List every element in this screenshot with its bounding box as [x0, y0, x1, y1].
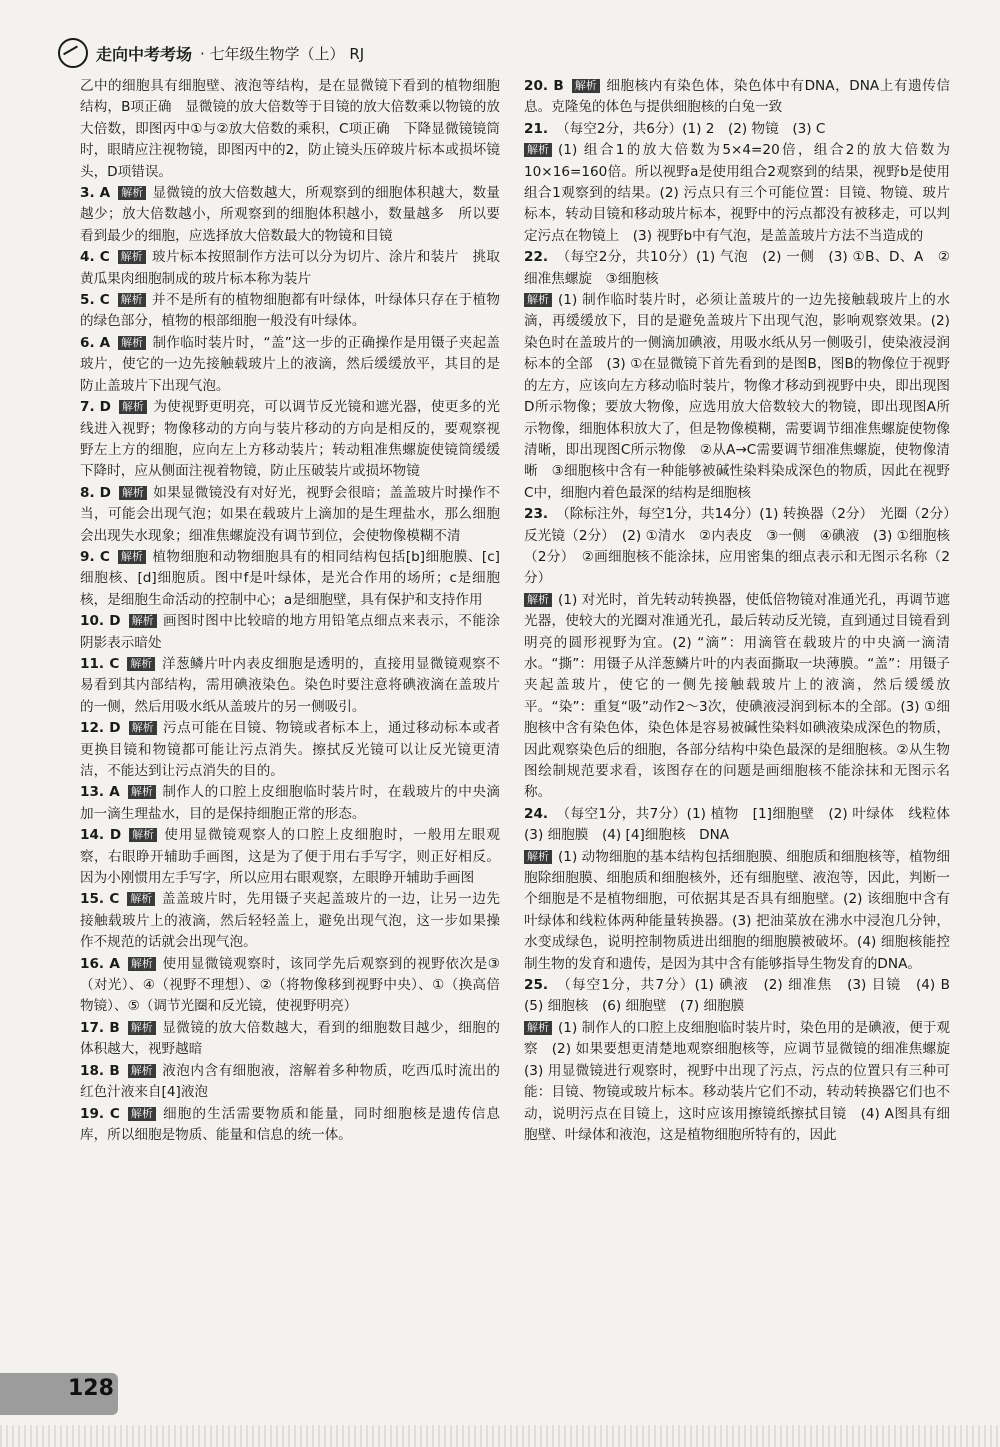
answer-entry — [80, 889, 500, 953]
analysis-tag: 解析 — [128, 1021, 156, 1035]
brand-title: 走向中考考场 — [96, 44, 193, 64]
explanation-text: (1) 制作人的口腔上皮细胞临时装片时，染色用的是碘液，便于观察 (2) 如果要想更清楚地观察细胞核等，应调节显微镜的细准焦螺旋 (3) 用显微镜进行观察时，视野中出现了污点，污点的位置只有三种可能：目镜、物镜或玻片标本。移动装片它们不动，转动转换器它们也不动，说明污点在目镜上，这时应该用擦镜纸擦拭目镜 (4) A图具有细胞壁、叶绿体和液泡，这是植物细胞所特有的，因此 — [524, 1019, 964, 1143]
answer-entry — [524, 76, 950, 119]
explanation-text: 如果显微镜没有对好光，视野会很暗；盖盖玻片时操作不当，可能会出现气泡；如果在载玻片上滴加的是生理盐水，那么细胞会出现失水现象；细准焦螺旋没有调节到位，会使物像模糊不清 — [80, 484, 501, 544]
answer-entry — [524, 247, 950, 290]
question-number: 10. D — [80, 613, 121, 630]
analysis-tag: 解析 — [524, 293, 552, 307]
question-number: 9. C — [80, 548, 110, 565]
answer-entry — [80, 183, 500, 247]
question-number: 8. D — [80, 484, 111, 501]
answer-entry — [80, 483, 500, 547]
analysis-tag: 解析 — [524, 143, 552, 157]
explanation-text: 植物细胞和动物细胞具有的相同结构包括[b]细胞膜、[c]细胞核、[d]细胞质。图中f是叶绿体，是光合作用的场所；c是细胞核，是细胞生命活动的控制中心；a是细胞壁，具有保护和支持作用 — [80, 548, 500, 608]
answer-key: （每空2分，共6分）(1) 2 (2) 物镜 (3) C — [556, 120, 826, 137]
explanation-text: (1) 对光时，首先转动转换器，使低倍物镜对准通光孔，再调节遮光器，使较大的光圈对准通光孔，最后转动反光镜，直到通过目镜看到明亮的圆形视野为宜。(2) “滴”：用滴管在载玻片的中央滴一滴清水。“撕”：用镊子从洋葱鳞片叶的内表面撕取一块薄膜。“盖”：用镊子夹起盖玻片，使它的一侧先接触载玻片上的液滴，然后缓缓放平。“染”：重复“吸”动作2～3次，使碘液浸润到标本的全部。(3) ①细胞核中含有染色体，染色体是容易被碱性染料如碘液染成深色的物质，因此观察染色后的细胞，各部分结构中染色最深的是细胞核。②从生物图绘制规范要求看，该图存在的问题是画细胞核不能涂抹和无图示名称。 — [524, 591, 950, 801]
analysis-tag: 解析 — [119, 400, 147, 414]
answer-key: （每空2分，共10分）(1) 气泡 (2) 一侧 (3) ①B、D、A ②细准焦螺旋 ③细胞核 — [524, 249, 950, 287]
explanation-text: 使用显微镜观察时，该同学先后观察到的视野依次是③（对光）、④（视野不理想）、②（将物像移到视野中央）、①（换高倍物镜）、⑤（调节光圈和反光镜，使视野明亮） — [80, 955, 500, 1015]
question-number: 4. C — [80, 249, 110, 266]
answer-entry — [524, 804, 964, 847]
question-number: 21. — [524, 120, 549, 137]
book-subtitle: · 七年级生物学（上） RJ — [200, 44, 365, 63]
question-number: 18. B — [80, 1062, 120, 1079]
question-number: 13. A — [80, 784, 120, 801]
answer-entry — [524, 119, 950, 140]
question-number: 24. — [524, 805, 549, 822]
answer-entry — [80, 782, 500, 825]
analysis-tag: 解析 — [127, 892, 155, 906]
explanation-text: 污点可能在目镜、物镜或者标本上，通过移动标本或者更换目镜和物镜都可能让污点消失。擦拭反光镜可以让反光镜更清洁，不能达到让污点消失的目的。 — [80, 720, 501, 779]
answer-entry — [80, 1018, 500, 1061]
answer-entry — [80, 247, 500, 290]
question-number: 22. — [524, 249, 549, 266]
explanation — [524, 290, 950, 504]
question-number: 12. D — [80, 720, 121, 737]
question-number: 7. D — [80, 399, 111, 416]
analysis-tag: 解析 — [524, 593, 552, 607]
analysis-tag: 解析 — [572, 79, 600, 93]
explanation-text: (1) 制作临时装片时，必须让盖玻片的一边先接触载玻片上的水滴，再缓缓放下，目的是避免盖玻片下出现气泡，影响观察效果。(2) 染色时在盖玻片的一侧滴加碘液，用吸水纸从另一侧吸引，使染液浸润标本的全部 (3) ①在显微镜下首先看到的是图B，图B的物像位于视野的左方，应该向左方移动临时装片，物像才移动到视野中央，即出现图D所示物像；要放大物像，应选用放大倍数较大的物镜，即出现图A所示物像，细胞体积放大了，但是物像模糊，需要调节细准焦螺旋使物像清晰，即出现图C所示物像 ②从A→C需要调节细准焦螺旋，使物像清晰 ③细胞核中含有一种能够被碱性染料染成深色的物质，因此在视野C中，细胞内着色最深的结构是细胞核 — [524, 292, 950, 501]
answer-entry — [524, 975, 964, 1018]
explanation — [524, 140, 950, 247]
analysis-tag: 解析 — [524, 1021, 552, 1035]
left-column — [80, 76, 500, 1146]
answer-key: （除标注外，每空1分，共14分）(1) 转换器（2分） 光圈（2分） 反光镜（2分） (2) ①清水 ②内表皮 ③一侧 ④碘液 (3) ①细胞核（2分） ②画细胞核不能涂抹，应用密集的细点表示和无图示名称（2分） — [524, 506, 964, 587]
answer-entry — [80, 1104, 500, 1147]
answer-entry — [80, 718, 500, 782]
explanation-text: 为使视野更明亮，可以调节反光镜和遮光器，使更多的光线进入视野；物像移动的方向与装片移动的方向是相反的，要观察视野左上方的细胞，应向左上方移动装片；转动粗准焦螺旋使镜筒缓缓下降时，应从侧面注视着物镜，防止压破装片或损坏物镜 — [80, 399, 501, 480]
question-number: 16. A — [80, 955, 120, 972]
analysis-tag: 解析 — [128, 785, 156, 799]
analysis-tag: 解析 — [118, 550, 146, 564]
question-number: 23. — [524, 506, 549, 523]
question-number: 14. D — [80, 827, 122, 844]
explanation-text: 并不是所有的植物细胞都有叶绿体，叶绿体只存在于植物的绿色部分，植物的根部细胞一般没有叶绿体。 — [80, 292, 500, 330]
answer-key: （每空1分，共7分）(1) 植物 [1]细胞壁 (2) 叶绿体 线粒体 (3) 细胞膜 (4) [4]细胞核 DNA — [524, 805, 964, 844]
right-column — [524, 76, 964, 1146]
answer-entry — [80, 954, 500, 1018]
explanation-text: 使用显微镜观察人的口腔上皮细胞时，一般用左眼观察，右眼睁开辅助手画图，这是为了便于用右手写字，则正好相反。因为小刚惯用左手写字，所以应用右眼观察，左眼睁开辅助手画图 — [80, 827, 500, 887]
explanation-text: 液泡内含有细胞液，溶解着多种物质，吃西瓜时流出的红色汁液来自[4]液泡 — [80, 1062, 500, 1101]
explanation-text: 玻片标本按照制作方法可以分为切片、涂片和装片 挑取黄瓜果肉细胞制成的玻片标本称为装片 — [80, 249, 500, 287]
answer-entry — [80, 611, 500, 654]
page-number: 128 — [68, 1376, 114, 1401]
brand-logo-icon — [58, 38, 88, 68]
explanation-text: 显微镜的放大倍数越大，看到的细胞数目越少，细胞的体积越大，视野越暗 — [80, 1019, 500, 1058]
question-number: 19. C — [80, 1105, 120, 1122]
answer-entry — [80, 825, 500, 889]
explanation-text: 制作临时装片时，“盖”这一步的正确操作是用镊子夹起盖玻片，使它的一边先接触载玻片上的液滴，然后缓缓放平，其目的是防止盖玻片下出现气泡。 — [80, 334, 500, 394]
answer-entry — [80, 76, 500, 183]
analysis-tag: 解析 — [118, 336, 146, 350]
explanation-text: 画图时图中比较暗的地方用铅笔点细点来表示，不能涂阴影表示暗处 — [80, 613, 501, 651]
explanation-text: (1) 动物细胞的基本结构包括细胞膜、细胞质和细胞核等，植物细胞除细胞膜、细胞质和细胞核外，还有细胞壁、液泡等，因此，判断一个细胞是不是植物细胞，可依据其是否具有细胞壁。(2) 该细胞中含有叶绿体和线粒体两种能量转换器。(3) 把油菜放在沸水中浸泡几分钟，水变成绿色，说明控制物质进出细胞的细胞膜被破坏。(4) 细胞核能控制生物的发育和遗传，是因为其中含有能够指导生物发育的DNA。 — [524, 848, 950, 972]
analysis-tag: 解析 — [119, 486, 147, 500]
answer-entry — [80, 397, 500, 483]
question-number: 11. C — [80, 655, 120, 672]
answer-key: （每空1分，共7分）(1) 碘液 (2) 细准焦 (3) 目镜 (4) B (5) 细胞核 (6) 细胞壁 (7) 细胞膜 — [524, 977, 964, 1015]
analysis-tag: 解析 — [118, 186, 146, 200]
analysis-tag: 解析 — [128, 957, 156, 971]
question-number: 5. C — [80, 292, 110, 309]
explanation-text: 制作人的口腔上皮细胞临时装片时，在载玻片的中央滴加一滴生理盐水，目的是保持细胞正常的形态。 — [80, 784, 501, 822]
explanation — [524, 1018, 964, 1146]
question-number: 17. B — [80, 1019, 120, 1036]
analysis-tag: 解析 — [129, 614, 157, 628]
explanation-text: 洋葱鳞片叶内表皮细胞是透明的，直接用显微镜观察不易看到其内部结构，需用碘液染色。染色时要注意将碘液滴在盖玻片的一侧，然后用吸水纸从盖玻片的另一侧吸引。 — [80, 655, 500, 715]
question-number: 25. — [524, 977, 549, 994]
explanation — [524, 847, 950, 975]
answer-entry — [524, 504, 964, 590]
explanation-text: 细胞的生活需要物质和能量，同时细胞核是遗传信息库，所以细胞是物质、能量和信息的统一体。 — [80, 1105, 501, 1143]
question-number: 20. B — [524, 78, 564, 94]
analysis-tag: 解析 — [128, 1064, 156, 1078]
analysis-tag: 解析 — [118, 293, 146, 307]
analysis-tag: 解析 — [127, 657, 155, 671]
answer-entry — [80, 333, 500, 397]
explanation-text: 显微镜的放大倍数越大，所观察到的细胞体积越大，数量越少；放大倍数越小，所观察到的细胞体积越小，数量越多 所以要看到最少的细胞，应选择放大倍数最大的物镜和目镜 — [80, 185, 500, 244]
analysis-tag: 解析 — [129, 721, 157, 735]
explanation — [524, 590, 950, 804]
question-number: 15. C — [80, 891, 120, 908]
answer-entry — [80, 547, 500, 611]
explanation-text: 细胞核内有染色体，染色体中有DNA，DNA上有遗传信息。克隆兔的体色与提供细胞核的白兔一致 — [524, 78, 950, 116]
question-number: 3. A — [80, 185, 111, 202]
analysis-tag: 解析 — [524, 850, 552, 864]
analysis-tag: 解析 — [129, 828, 157, 842]
explanation-text: 盖盖玻片时，先用镊子夹起盖玻片的一边，让另一边先接触载玻片上的液滴，然后轻轻盖上，避免出现气泡，这一步如果操作不规范的话就会出现气泡。 — [80, 891, 500, 951]
answer-entry — [80, 290, 500, 333]
page-header — [58, 38, 364, 68]
watermark-logo — [820, 1378, 990, 1438]
explanation-text: 乙中的细胞具有细胞壁、液泡等结构，是在显微镜下看到的植物细胞结构，B项正确 显微镜的放大倍数等于目镜的放大倍数乘以物镜的放大倍数，即图丙中①与②放大倍数的乘积，C项正确 下降显微镜镜筒时，眼睛应注视物镜，即图丙中的2，防止镜头压碎玻片标本或损坏镜头，D项错误。 — [80, 78, 500, 180]
analysis-tag: 解析 — [118, 250, 146, 264]
explanation-text: (1) 组合1的放大倍数为5×4=20倍，组合2的放大倍数为10×16=160倍。所以视野a是使用组合2观察到的结果，视野b是使用组合1观察到的结果。(2) 污点只有三个可能位置：目镜、物镜、玻片标本，转动目镜和移动玻片标本，视野中的污点都没有被移走，可以判定污点在物镜上 (3) 视野b中有气泡，是盖盖玻片方法不当造成的 — [524, 142, 950, 244]
analysis-tag: 解析 — [128, 1107, 156, 1121]
answer-entry — [80, 654, 500, 718]
answer-entry — [80, 1061, 500, 1104]
question-number: 6. A — [80, 334, 111, 351]
